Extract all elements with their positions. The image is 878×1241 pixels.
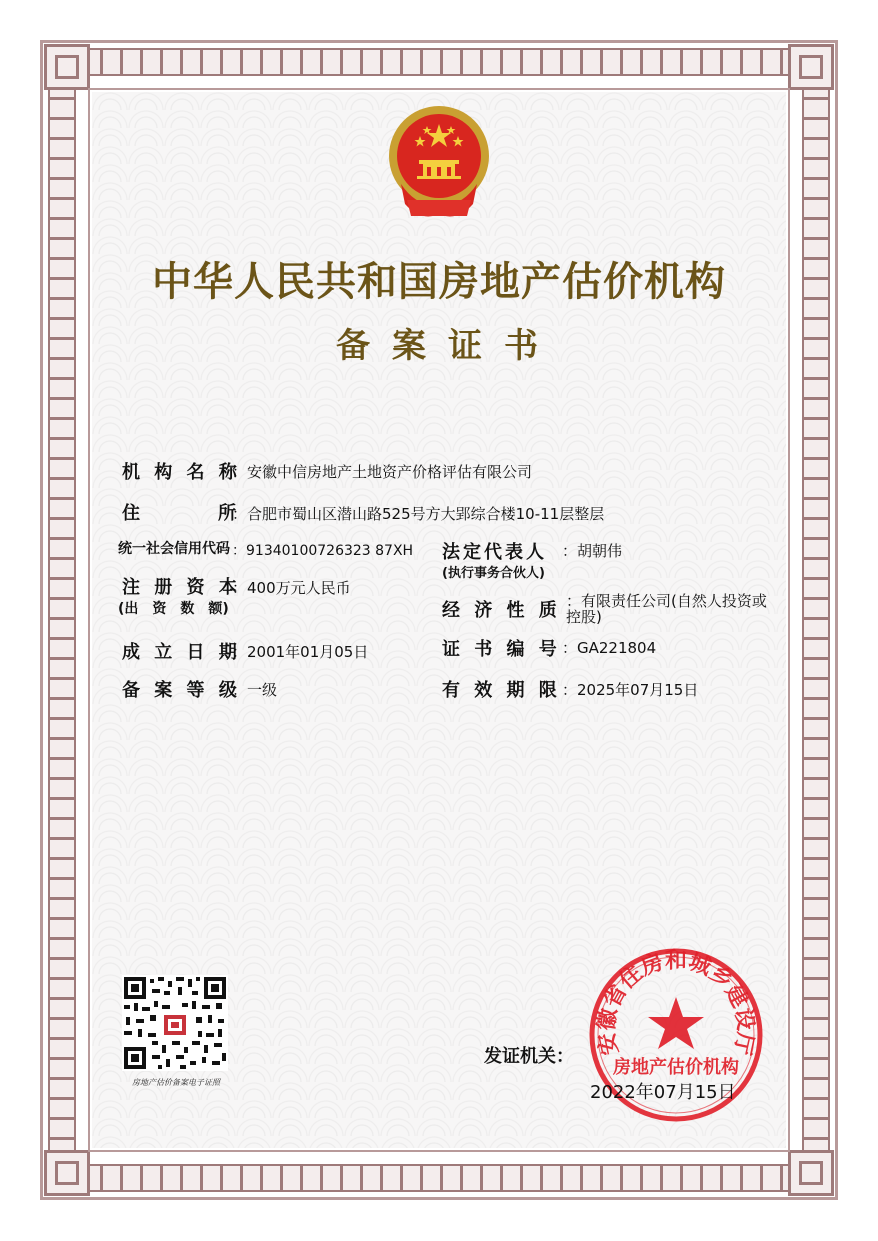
legal-rep-value: ：胡朝伟 [562,542,623,560]
grade-label: 备 案 等 级 [122,680,241,701]
nature-value: ：有限责任公司(自然人投资或控股) [566,592,767,626]
border-pattern-right [802,60,830,1180]
corner-ornament-top-left [44,44,90,90]
corner-ornament-top-right [788,44,834,90]
border-pattern-left [48,60,76,1180]
capital-sub-label: (出 资 数 额) [118,601,229,617]
legal-rep-sub-label: (执行事务合伙人) [442,566,545,581]
capital-label: 注 册 资 本 [122,577,241,598]
border-pattern-top [60,48,818,76]
established-label: 成 立 日 期 [122,642,241,663]
issue-date: 2022年07月15日 [590,1082,736,1103]
border-pattern-bottom [60,1164,818,1192]
seal-arc-text: 安徽省住房和城乡建设厅 [593,947,759,1058]
nature-label: 经 济 性 质 [442,600,561,621]
seal-bottom-text: 房地产估价机构 [613,1057,739,1078]
cert-no-label: 证 书 编 号 [442,639,561,660]
corner-ornament-bottom-left [44,1150,90,1196]
cert-no-value: ：GA221804 [562,639,657,657]
qr-code-icon[interactable] [122,975,228,1071]
capital-value: ：400万元人民币 [232,579,351,597]
certificate-title: 中华人民共和国房地产估价机构 [152,258,726,305]
address-label: 住 所 [122,503,242,524]
certificate-subtitle: 备案证书 [336,326,560,366]
org-name-value: ：安徽中信房地产土地资产价格评估有限公司 [232,463,533,481]
established-value: ：2001年01月05日 [232,643,369,661]
legal-rep-label: 法定代表人 [442,542,547,563]
corner-ornament-bottom-right [788,1150,834,1196]
grade-value: ：一级 [232,681,278,699]
credit-code-label: 统一社会信用代码 [118,541,230,557]
qr-caption: 房地产估价备案电子证照 [132,1078,220,1087]
validity-label: 有 效 期 限 [442,680,561,701]
address-value: ：合肥市蜀山区潜山路525号方大郢综合楼10-11层整层 [232,505,605,523]
issuer-label: 发证机关： [484,1046,574,1067]
national-emblem-icon [387,104,491,224]
org-name-label: 机 构 名 称 [122,462,241,483]
validity-value: ：2025年07月15日 [562,681,699,699]
credit-code-value: ：91340100726323 87XH [232,543,414,559]
